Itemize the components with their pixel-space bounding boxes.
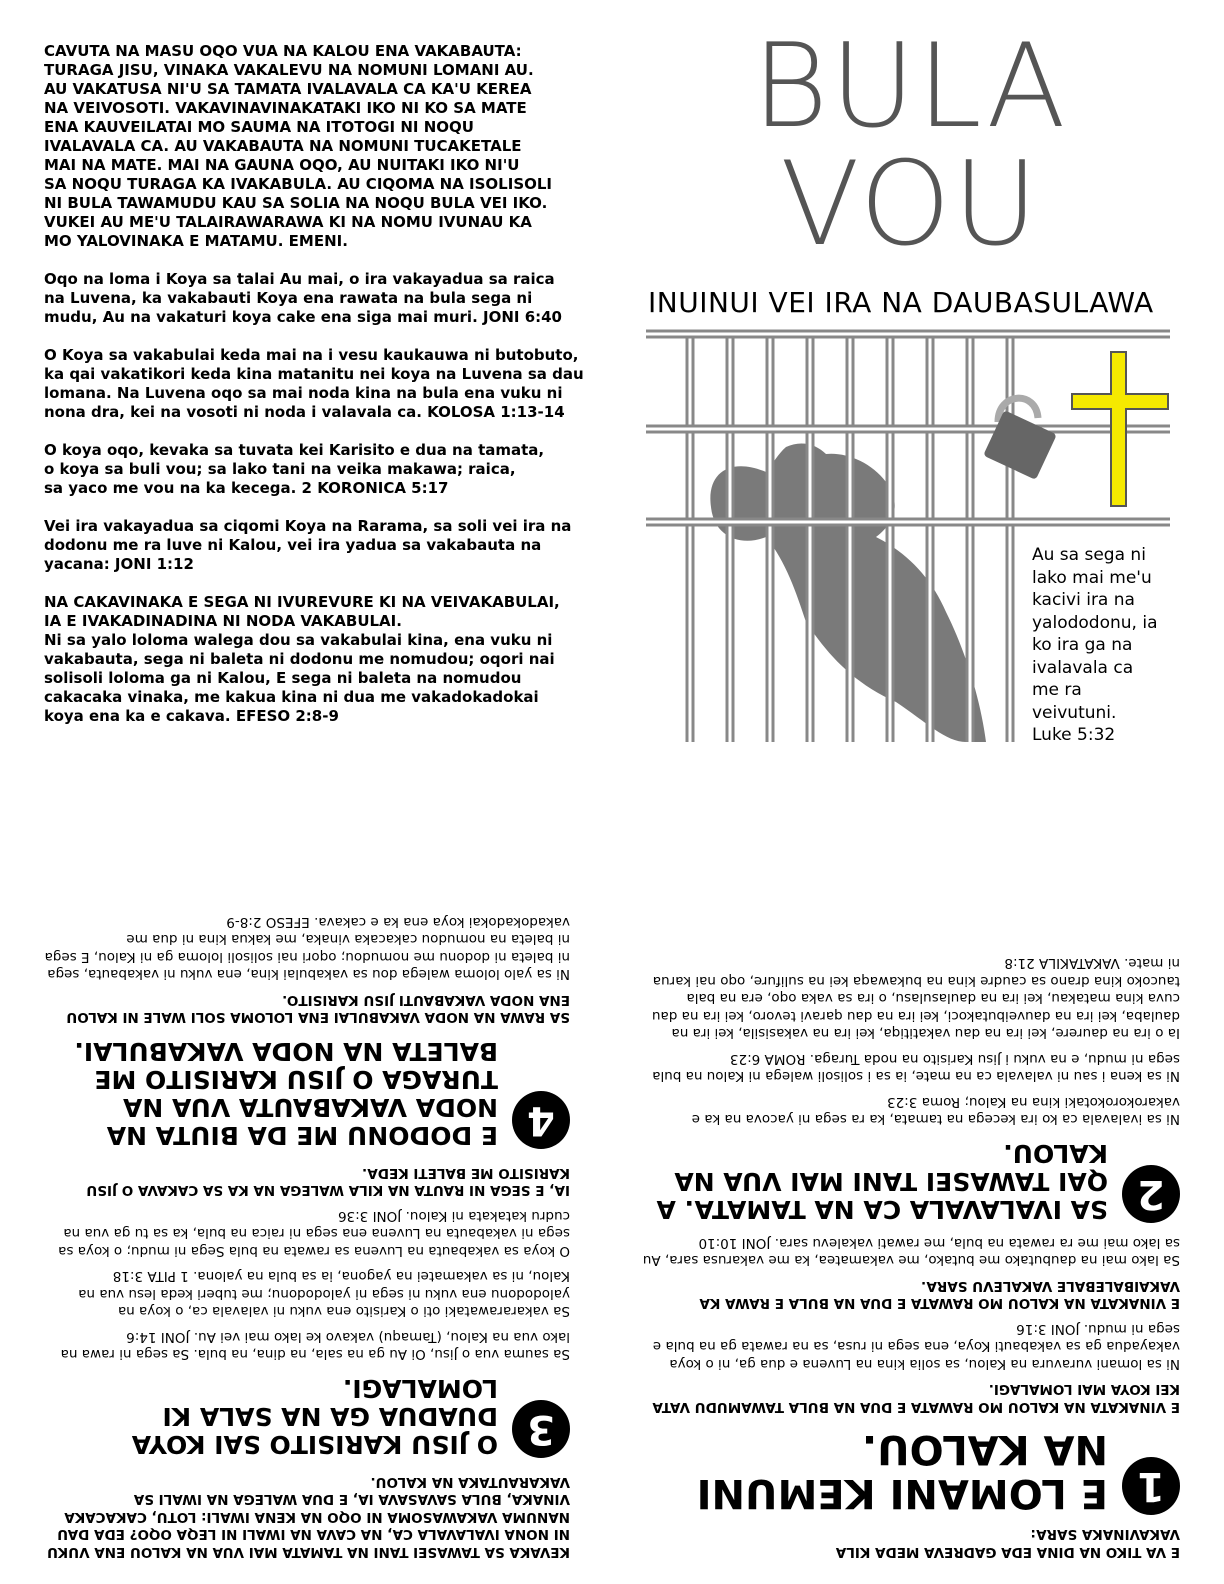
- verse-efeso-2-8: NA CAKAVINAKA E SEGA NI IVUREVURE KI NA VEIVAKABULAI, IA E IVAKADINADINA NI NODA VAKABULAI. Ni sa yalo loloma walega dou sa vakabulai kina, ena vuku ni vakabauta, sega ni baleta ni dodonu me nomudou; oqori nai solisoli loloma ga ni Kalou, E sega ni baleta na nomudou cakacaka vinaka, me kakua kina ni dua me vakadokadokai koya ena ka e cakava. EFESO 2:8-9: [44, 593, 560, 725]
- step1-title: E LOMANI KEMUNI NA KALOU.: [696, 1426, 1108, 1516]
- step1-heading: [640, 1427, 1180, 1515]
- step2-verse-roma-3-23: Ni sa ivalavala ca ko ira kecega na tamata, ka ra sega ni yacova na ka e vakarokorokotaki kina na Kalou; Roma 3:23: [691, 1094, 1180, 1128]
- step2-verse-roma-6-23: Ni sa kena i sau ni valavala ca na mate, ia sa i solisoli walega ni Kalou na bula sega ni mudu, e na vuku i Jisu Karisito na noda Turaga. ROMA 6:23: [652, 1051, 1180, 1085]
- step3-verse-1-pita-3-18: Sa vakararawataki oti o Karisito ena vuku ni valavala ca, o koya na yalododonu ena vuku ni sega ni yalododonu; me tuberi keda lesu vua na Kalou, ni sa vakamatei na yagona, ia sa bula na yalona. 1 PITA 3:18: [78, 1268, 570, 1320]
- step1-sub: E VINAKATA NA KALOU MO RAWATA E DUA NA BULA TAWAMUDU VATA KEI KOYA MAI LOMALAGI.: [652, 1381, 1180, 1415]
- step3-intro: KEVAKA SA TAWASEI TANI NA TAMATA MAI VUA NA KALOU ENA VUKU NI NONA IVALAVALA CA, NA CAVA NA IWALI NI LEQA OQO? EDA DAU NANUMA VAKAWASOMA NI OQO NA KENA IWALI: LOTU, CAKACAKA VINAKA, BULA SAVASAVA IA, E DUA WALEGA NA IWALI SA VAKARAUTAKA NA KALOU.: [47, 1474, 570, 1560]
- step4-verse-efeso-2-8: Ni sa yalo loloma walega dou sa vakabulai kina, ena vuku ni vakabauta, sega ni baleta ni dodonu me nomudou; oqori nai solisoli loloma ga ni Kalou, E sega ni baleta na nomudou cakacaka vinaka, me kakua kina ni dua me vakadokadokai koya ena ka e cakava. EFESO 2:8-9: [44, 914, 570, 983]
- steps-intro: E VA TIKO NA DINA EDA GADREVA MEDA KILA VAKAVINAKA SARA:: [835, 1526, 1180, 1560]
- steps-1-2-panel: [640, 800, 1180, 1560]
- step1-number-badge: 1: [1122, 1457, 1180, 1515]
- steps-3-4-panel: [40, 800, 570, 1560]
- step4-number-badge: 4: [512, 1092, 570, 1150]
- step4-sub: SA RAWA NA NODA VAKABULAI ENA LOLOMA SOLI WALE NI KALOU ENA NODA VAKABAUTI JISU KARISITO.: [66, 992, 570, 1026]
- cover-title-line2: VOU: [780, 137, 1040, 272]
- step2-title: SA IVALAVALA CA NA TAMATA. A QAI TAWASEI TANI MAI VUA NA KALOU.: [656, 1139, 1108, 1225]
- cover-title: [640, 19, 1180, 272]
- cover-title-line1: BULA: [752, 19, 1068, 154]
- step4-heading: [40, 1038, 570, 1150]
- step4-title: E DODONU ME DA BIUTA NA NODA VAKABAUTA VUA NA TURAGA O JISU KARISITO ME BALETA NA NODA VAKABULAI.: [74, 1037, 498, 1151]
- verse-joni-1-12: Vei ira vakayadua sa ciqomi Koya na Rarama, sa soli vei ira na dodonu me ra luve ni Kalou, vei ira yadua sa vakabauta na yacana: JONI 1:12: [44, 517, 572, 573]
- verse-kolosa-1-13: O Koya sa vakabulai keda mai na i vesu kaukauwa ni butobuto, ka qai vakatikori keda kina matanitu nei koya na Luvena sa dau lomana. Na Luvena oqo sa mai noda kina na bula ena vuku ni nona dra, kei na vosoti ni noda i valavala ca. KOLOSA 1:13-14: [44, 346, 584, 421]
- step1-verse-joni-10-10: Sa lako mai na daubutako me butako, me vakamatea, ka me vakarusa sara, Au sa lako mai me ra rawata na bula, me rawati vakalevu sara. JONI 10:10: [642, 1235, 1180, 1269]
- step3-number-badge: 3: [512, 1401, 570, 1459]
- step3-verse-joni-14-6: Sa sauma vua o Jisu, Oi Au ga na sala, na dina, na bula. Sa sega ni rawa na lako vua na Kalou, (Tamaqu) vakavo ke lako mai vei Au. JONI 14:6: [60, 1329, 570, 1363]
- step1-sub2: E VINAKATA NA KALOU MO RAWATA E DUA NA BULA E RAWA KA VAKAIBALEBALE VAKALEVU SARA.: [699, 1278, 1180, 1312]
- step1-verse-joni-3-16: Ni sa lomani vuravura na Kalou, sa solia kina na Luvena e dua ga, ni o koya vakayadua ga sa vakabauti Koya, ena sega ni rusa, sa na rawata ga na bula e sega ni mudu. JONI 3:16: [652, 1321, 1180, 1372]
- step3-sub: IA, E SEGA NI RAUTA NA KILA WALEGA NA KA SA CAKAVA O JISU KARISITO ME BALETI KEDA.: [86, 1165, 570, 1199]
- padlock-icon: [983, 398, 1057, 480]
- cover-subtitle: INUINUI VEI IRA NA DAUBASULAWA: [648, 286, 1154, 319]
- step3-title: O JISU KARISITO SAI KOYA DUADUA GA NA SALA KI LOMALAGI.: [131, 1374, 498, 1460]
- step2-verse-vakatakila-21-8: Ia o ira na daurere, kei ira na dau vakatitiqa, kei ira na vakasisila, kei ira na daulaba, kei ira na dauveibutakoci, kei ira na dau qaravi tevoro, kei ira na dau cuva kina matakau, kei ira na daulasulasu, o ira sa vaka oqo, era na bala taucoko kina drano sa caudre kina na bukawaqa kei na sulifure, oqo nai karua ni mate. VAKATAKILA 21:8: [651, 955, 1180, 1042]
- step2-number-badge: 2: [1122, 1166, 1180, 1224]
- verse-2-koronica-5-17: O koya oqo, kevaka sa tuvata kei Karisito e dua na tamata, o koya sa buli vou; sa lako tani na veika makawa; raica, sa yaco me vou na ka kecega. 2 KORONICA 5:17: [44, 441, 545, 497]
- luke-5-32-quote: Au sa sega ni lako mai me'u kacivi ira na yalododonu, ia ko ira ga na ivalavala ca me ra veivutuni. Luke 5:32: [1032, 545, 1158, 745]
- prayer-text: CAVUTA NA MASU OQO VUA NA KALOU ENA VAKABAUTA: TURAGA JISU, VINAKA VAKALEVU NA NOMUNI LOMANI AU. AU VAKATUSA NI'U SA TAMATA IVALAVALA CA KA'U KEREA NA VEIVOSOTI. VAKAVINAVINAKATAKI IKO NI KO SA MATE ENA KAUVEILATAI MO SAUMA NA ITOTOGI NI NOQU IVALAVALA CA. AU VAKABAUTA NA NOMUNI TUCAKETALE MAI NA MATE. MAI NA GAUNA OQO, AU NUITAKI IKO NI'U SA NOQU TURAGA KA IVAKABULA. AU CIQOMA NA ISOLISOLI NI BULA TAWAMUDU KAU SA SOLIA NA NOQU BULA VEI IKO. VUKEI AU ME'U TALAIRAWARAWA KI NA NOMU IVUNAU KA MO YALOVINAKA E MATAMU. EMENI.: [44, 42, 553, 250]
- step2-heading: [640, 1140, 1180, 1224]
- verse-joni-6-40: Oqo na loma i Koya sa talai Au mai, o ira vakayadua sa raica na Luvena, ka vakabauti Koya ena rawata na bula sega ni mudu, Au na vakaturi koya cake ena siga mai muri. JONI 6:40: [44, 270, 562, 326]
- left-panel: [44, 42, 604, 745]
- step3-heading: [40, 1375, 570, 1459]
- step3-verse-joni-3-36: O koya sa vakabauta na Luvena sa rawata na bula Sega ni mudu; o koya sa sega ni vakabauta na Luvena ena sega ni raica na bula, ka sa tu ga vua na cudru katakata ni Kalou. JONI 3:36: [58, 1208, 570, 1259]
